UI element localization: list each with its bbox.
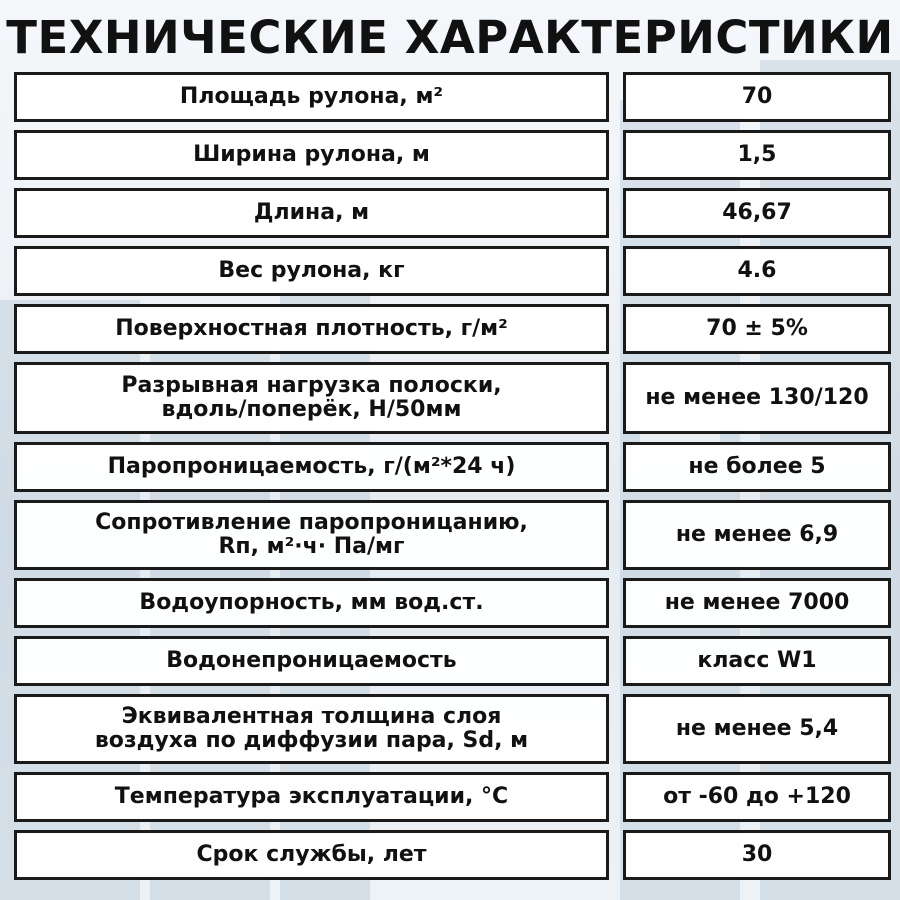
spec-row-water-column (14, 578, 891, 628)
spec-label: Водоупорность, мм вод.ст. (14, 578, 609, 628)
spec-label: Сопротивление паропроницанию, Rп, м²·ч· Па/мг (14, 500, 609, 570)
spec-row-sd-value (14, 694, 891, 764)
page-title: ТЕХНИЧЕСКИЕ ХАРАКТЕРИСТИКИ (6, 11, 894, 64)
spec-value: 70 ± 5% (623, 304, 891, 354)
spec-row-operating-temperature (14, 772, 891, 822)
spec-value: 46,67 (623, 188, 891, 238)
spec-value: не менее 7000 (623, 578, 891, 628)
spec-row-roll-width (14, 130, 891, 180)
spec-label: Водонепроницаемость (14, 636, 609, 686)
spec-row-vapor-permeability (14, 442, 891, 492)
spec-label: Паропроницаемость, г/(м²*24 ч) (14, 442, 609, 492)
spec-value: 4.6 (623, 246, 891, 296)
spec-value: 30 (623, 830, 891, 880)
spec-row-vapor-resistance (14, 500, 891, 570)
spec-value: не менее 6,9 (623, 500, 891, 570)
spec-label: Температура эксплуатации, °C (14, 772, 609, 822)
spec-value: 70 (623, 72, 891, 122)
spec-row-tensile-load (14, 362, 891, 434)
spec-value: не более 5 (623, 442, 891, 492)
spec-label: Ширина рулона, м (14, 130, 609, 180)
spec-row-service-life (14, 830, 891, 880)
spec-label: Срок службы, лет (14, 830, 609, 880)
spec-value: 1,5 (623, 130, 891, 180)
spec-row-waterproofness (14, 636, 891, 686)
spec-value: не менее 130/120 (623, 362, 891, 434)
spec-value: класс W1 (623, 636, 891, 686)
spec-label: Разрывная нагрузка полоски, вдоль/поперёк, Н/50мм (14, 362, 609, 434)
spec-label: Площадь рулона, м² (14, 72, 609, 122)
spec-label: Поверхностная плотность, г/м² (14, 304, 609, 354)
spec-row-surface-density (14, 304, 891, 354)
spec-label: Вес рулона, кг (14, 246, 609, 296)
spec-label: Длина, м (14, 188, 609, 238)
spec-row-roll-area (14, 72, 891, 122)
spec-label: Эквивалентная толщина слоя воздуха по диффузии пара, Sd, м (14, 694, 609, 764)
spec-value: не менее 5,4 (623, 694, 891, 764)
spec-value: от -60 до +120 (623, 772, 891, 822)
spec-row-roll-weight (14, 246, 891, 296)
spec-row-length (14, 188, 891, 238)
